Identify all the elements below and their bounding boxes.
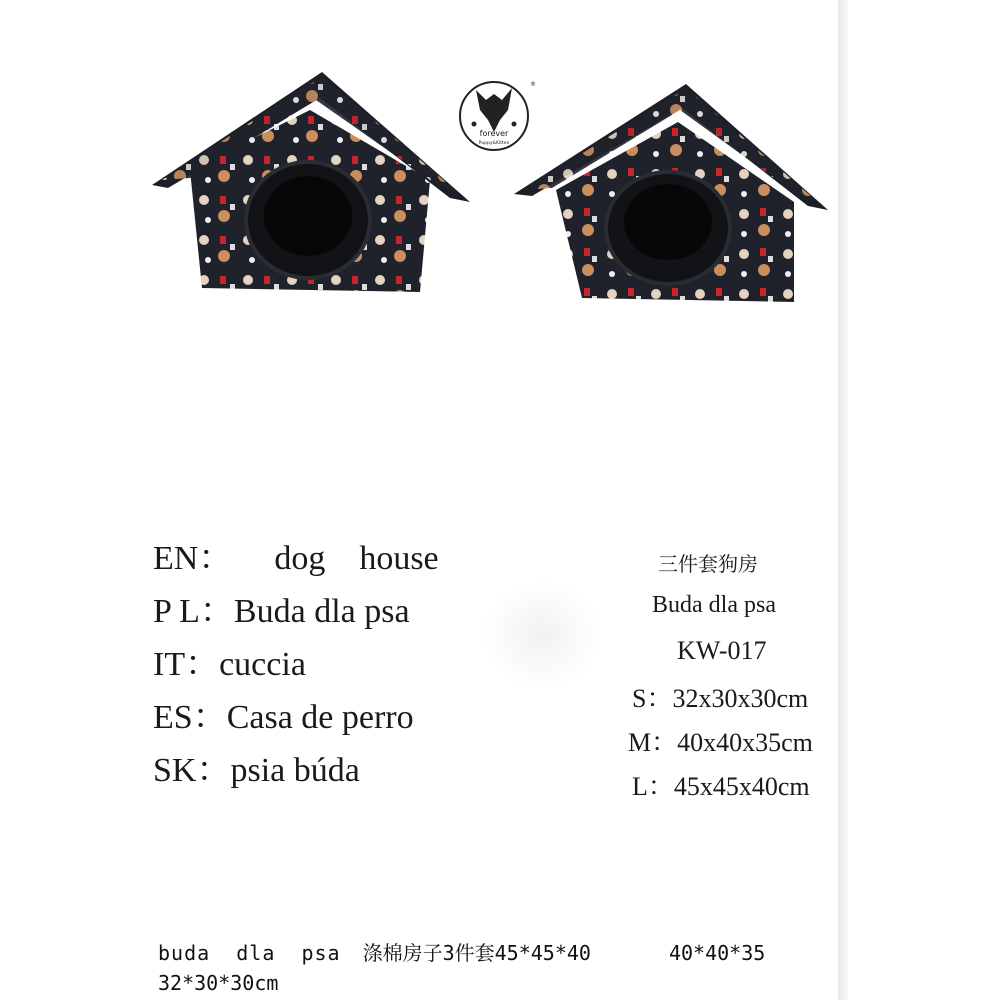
lang-text: dog house [274, 540, 439, 577]
lang-code: IT [153, 646, 186, 683]
lang-text: cuccia [219, 646, 306, 683]
lang-text: Casa de perro [226, 699, 414, 736]
right-margin [848, 0, 1000, 1000]
dog-house-image-right [512, 82, 830, 310]
lang-sep: ： [199, 593, 234, 630]
size-label: S： [632, 684, 673, 713]
caption-part-3: 40*40*35 [668, 941, 766, 965]
size-value: 32x30x30cm [672, 684, 809, 713]
size-medium [628, 722, 813, 759]
lang-sep: ： [192, 699, 227, 736]
lang-text: Buda dla psa [233, 593, 410, 630]
size-label: L： [632, 772, 674, 801]
lang-sep: ： [196, 752, 231, 789]
page-edge [838, 0, 848, 1000]
caption-part-1: buda dla psa [158, 941, 341, 965]
translation-en [153, 532, 573, 585]
size-small [632, 678, 808, 715]
light-glare [482, 580, 602, 690]
size-value: 45x45x40cm [673, 772, 810, 801]
size-value: 40x40x35cm [677, 728, 813, 757]
lang-code: ES [153, 699, 193, 736]
brand-logo [458, 76, 534, 156]
lang-code: SK [153, 752, 197, 789]
size-large [632, 766, 810, 803]
caption-part-2: 涤棉房子3件套45*45*40 [362, 941, 591, 965]
caption-line-2: 32*30*30cm [158, 971, 279, 995]
translation-es [153, 691, 573, 744]
registered-mark: ® [530, 81, 536, 88]
lang-sep: ： [198, 540, 233, 577]
spec-chinese-title: 三件套狗房 [658, 552, 758, 576]
translation-sk [153, 744, 573, 797]
lang-code: P L [153, 593, 200, 630]
spec-product-name: Buda dla psa [652, 592, 776, 618]
logo-tagline: Puppy&Kitten [478, 141, 510, 146]
lang-code: EN [153, 540, 199, 577]
lang-text: psia búda [230, 752, 360, 789]
dog-house-image-left [150, 70, 472, 300]
size-label: M： [628, 728, 678, 757]
caption [158, 938, 838, 998]
spec-product-code: KW-017 [677, 636, 767, 665]
lang-sep: ： [185, 646, 220, 683]
logo-brand: forever [479, 129, 509, 138]
